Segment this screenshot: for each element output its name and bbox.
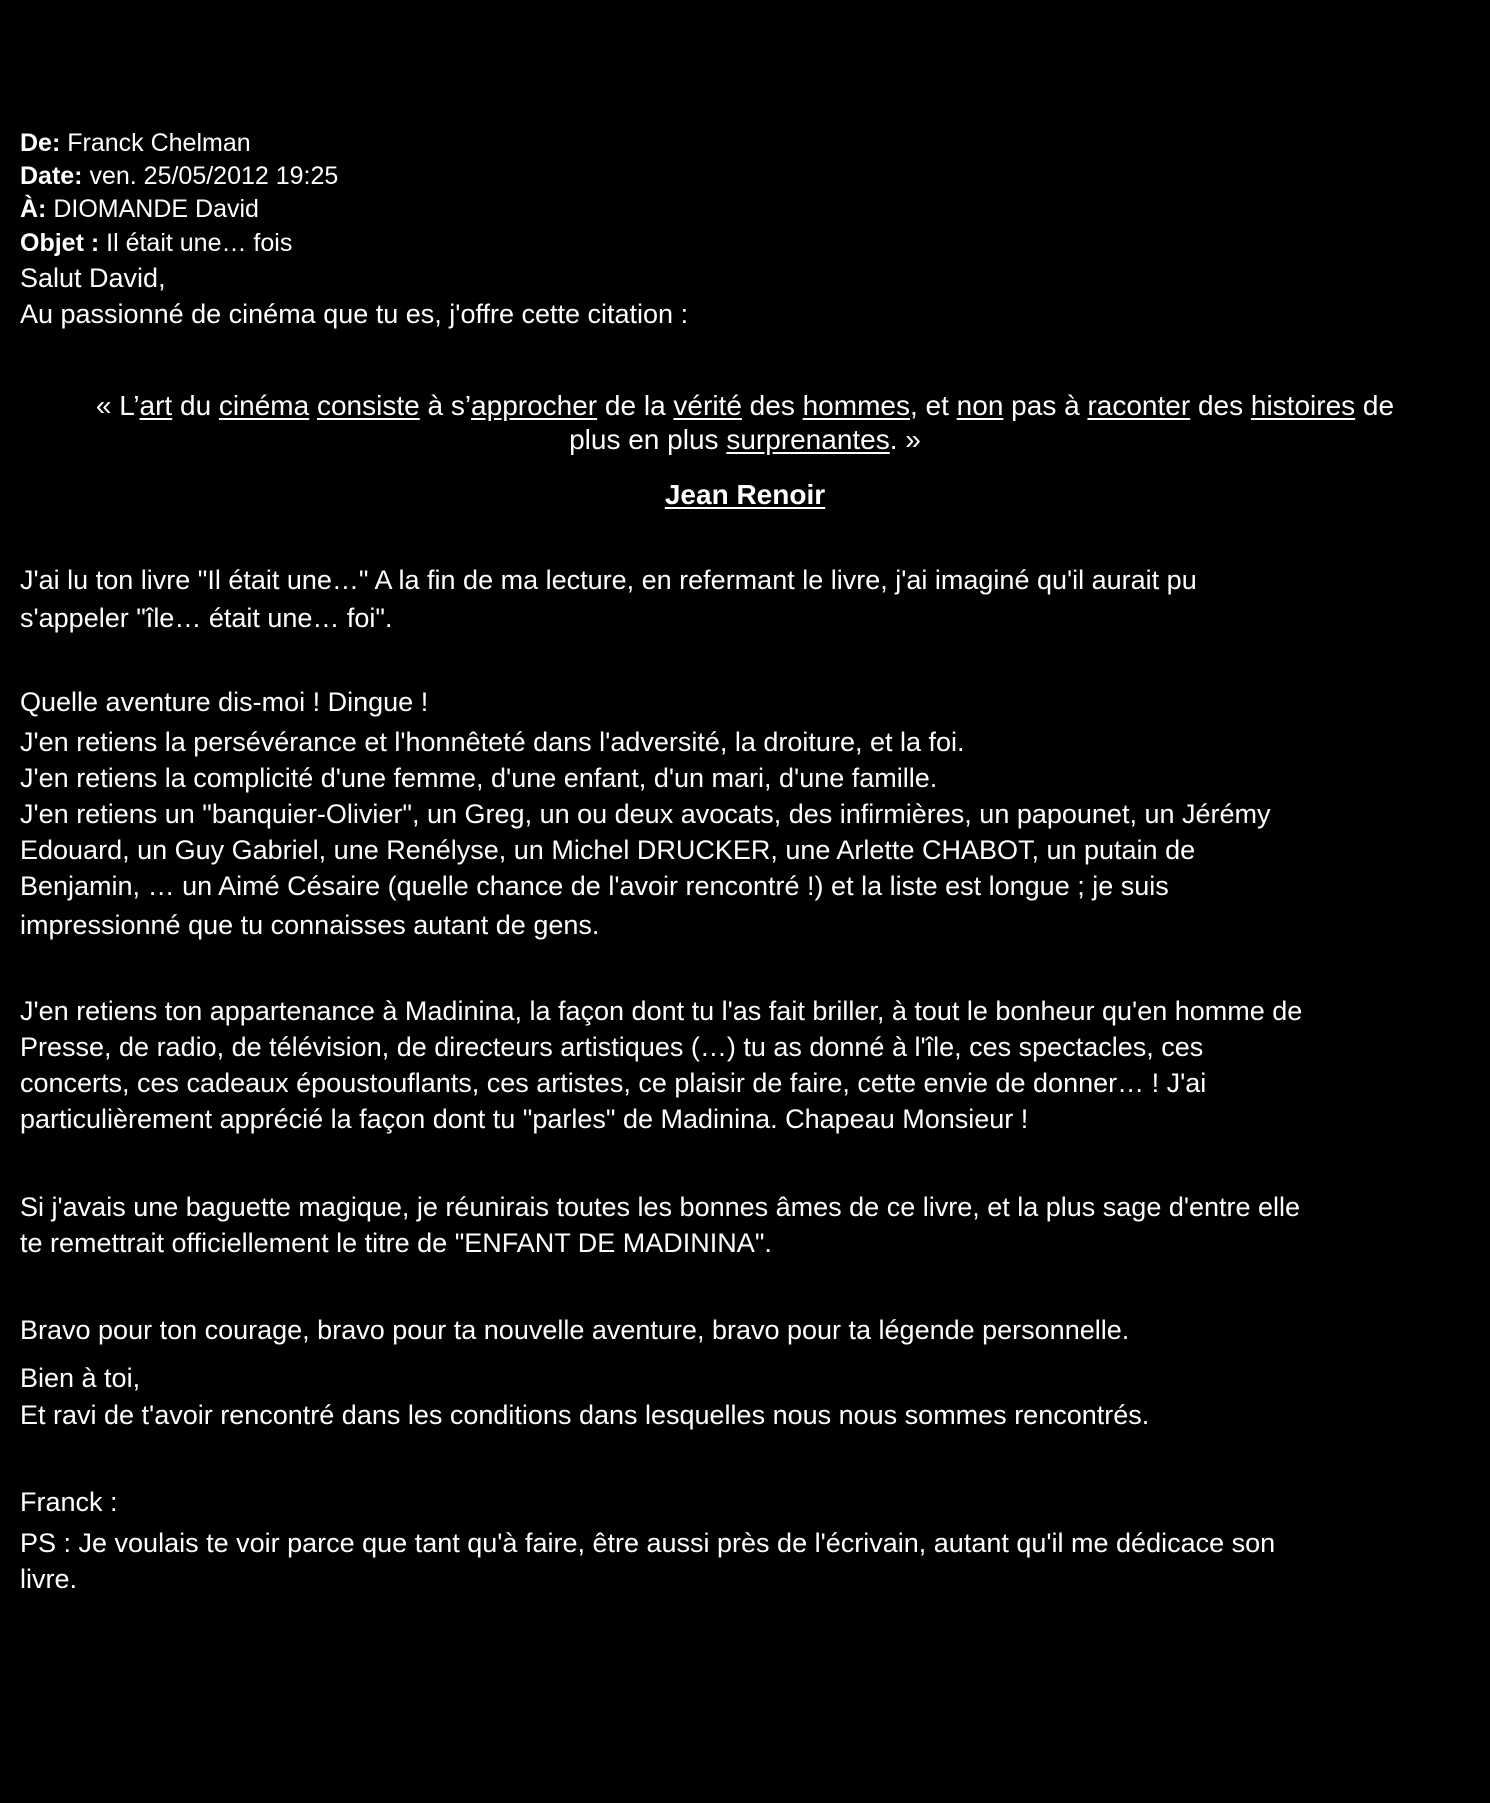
to-value: DIOMANDE David: [53, 195, 259, 223]
quote-line-2: plus en plus surprenantes. »: [569, 424, 921, 455]
p4-line-1: Si j'avais une baguette magique, je réunirais toutes les bonnes âmes de ce livre, et la plus sage d'entre elle: [20, 1192, 1301, 1222]
ps-line-1: PS : Je voulais te voir parce que tant qu'à faire, être aussi près de l'écrivain, autant qu'il me dédicace son: [20, 1528, 1276, 1558]
p3-line-2: Presse, de radio, de télévision, de directeurs artistiques (…) tu as donné à l'île, ces spectacles, ces: [20, 1032, 1204, 1062]
ps-line-2: livre.: [20, 1564, 78, 1594]
p5-line-3: Et ravi de t'avoir rencontré dans les conditions dans lesquelles nous nous sommes rencontrés.: [20, 1400, 1150, 1430]
p1-line-1: J'ai lu ton livre "Il était une…" A la fin de ma lecture, en refermant le livre, j'ai imaginé qu'il aurait pu: [20, 565, 1197, 595]
subject-label: Objet :: [20, 229, 100, 257]
p5-line-2: Bien à toi,: [20, 1363, 141, 1393]
from-label: De:: [20, 129, 61, 157]
from-line: [20, 131, 251, 156]
intro-text: Au passionné de cinéma que tu es, j'offre cette citation :: [20, 299, 689, 329]
date-line: [20, 164, 338, 189]
p3-line-3: concerts, ces cadeaux époustouflants, ces artistes, ce plaisir de faire, cette envie de donner… ! J'ai: [20, 1068, 1207, 1098]
subject-line: [20, 231, 292, 256]
p2-line-1: Quelle aventure dis-moi ! Dingue !: [20, 687, 429, 717]
p3-line-1: J'en retiens ton appartenance à Madinina, la façon dont tu l'as fait briller, à tout le bonheur qu'en homme de: [20, 996, 1303, 1026]
greeting: Salut David,: [20, 263, 166, 293]
p2-line-2: J'en retiens la persévérance et l'honnêteté dans l'adversité, la droiture, et la foi.: [20, 727, 965, 757]
quote-author: Jean Renoir: [664, 479, 826, 510]
p2-line-4: J'en retiens un "banquier-Olivier", un Greg, un ou deux avocats, des infirmières, un papounet, un Jérémy: [20, 799, 1271, 829]
p2-line-3: J'en retiens la complicité d'une femme, d'une enfant, d'un mari, d'une famille.: [20, 763, 938, 793]
p3-line-4: particulièrement apprécié la façon dont tu "parles" de Madinina. Chapeau Monsieur !: [20, 1104, 1029, 1134]
p2-line-6: Benjamin, … un Aimé Césaire (quelle chance de l'avoir rencontré !) et la liste est longue ; je suis: [20, 871, 1169, 901]
date-value: ven. 25/05/2012 19:25: [89, 162, 339, 190]
quote-line-1: « L’art du cinéma consiste à s’approcher de la vérité des hommes, et non pas à raconter des histoires de: [95, 390, 1395, 421]
p1-line-2: s'appeler "île… était une… foi".: [20, 603, 393, 633]
to-label: À:: [20, 195, 47, 223]
from-value: Franck Chelman: [67, 129, 251, 157]
p5-line-1: Bravo pour ton courage, bravo pour ta nouvelle aventure, bravo pour ta légende personnelle.: [20, 1315, 1130, 1345]
p2-line-5: Edouard, un Guy Gabriel, une Renélyse, un Michel DRUCKER, une Arlette CHABOT, un putain de: [20, 835, 1196, 865]
p4-line-2: te remettrait officiellement le titre de "ENFANT DE MADININA".: [20, 1228, 772, 1258]
p2-line-7: impressionné que tu connaisses autant de gens.: [20, 910, 600, 940]
to-line: [20, 197, 259, 222]
date-label: Date:: [20, 162, 83, 190]
signature: Franck :: [20, 1487, 118, 1517]
subject-value: Il était une… fois: [106, 229, 293, 257]
